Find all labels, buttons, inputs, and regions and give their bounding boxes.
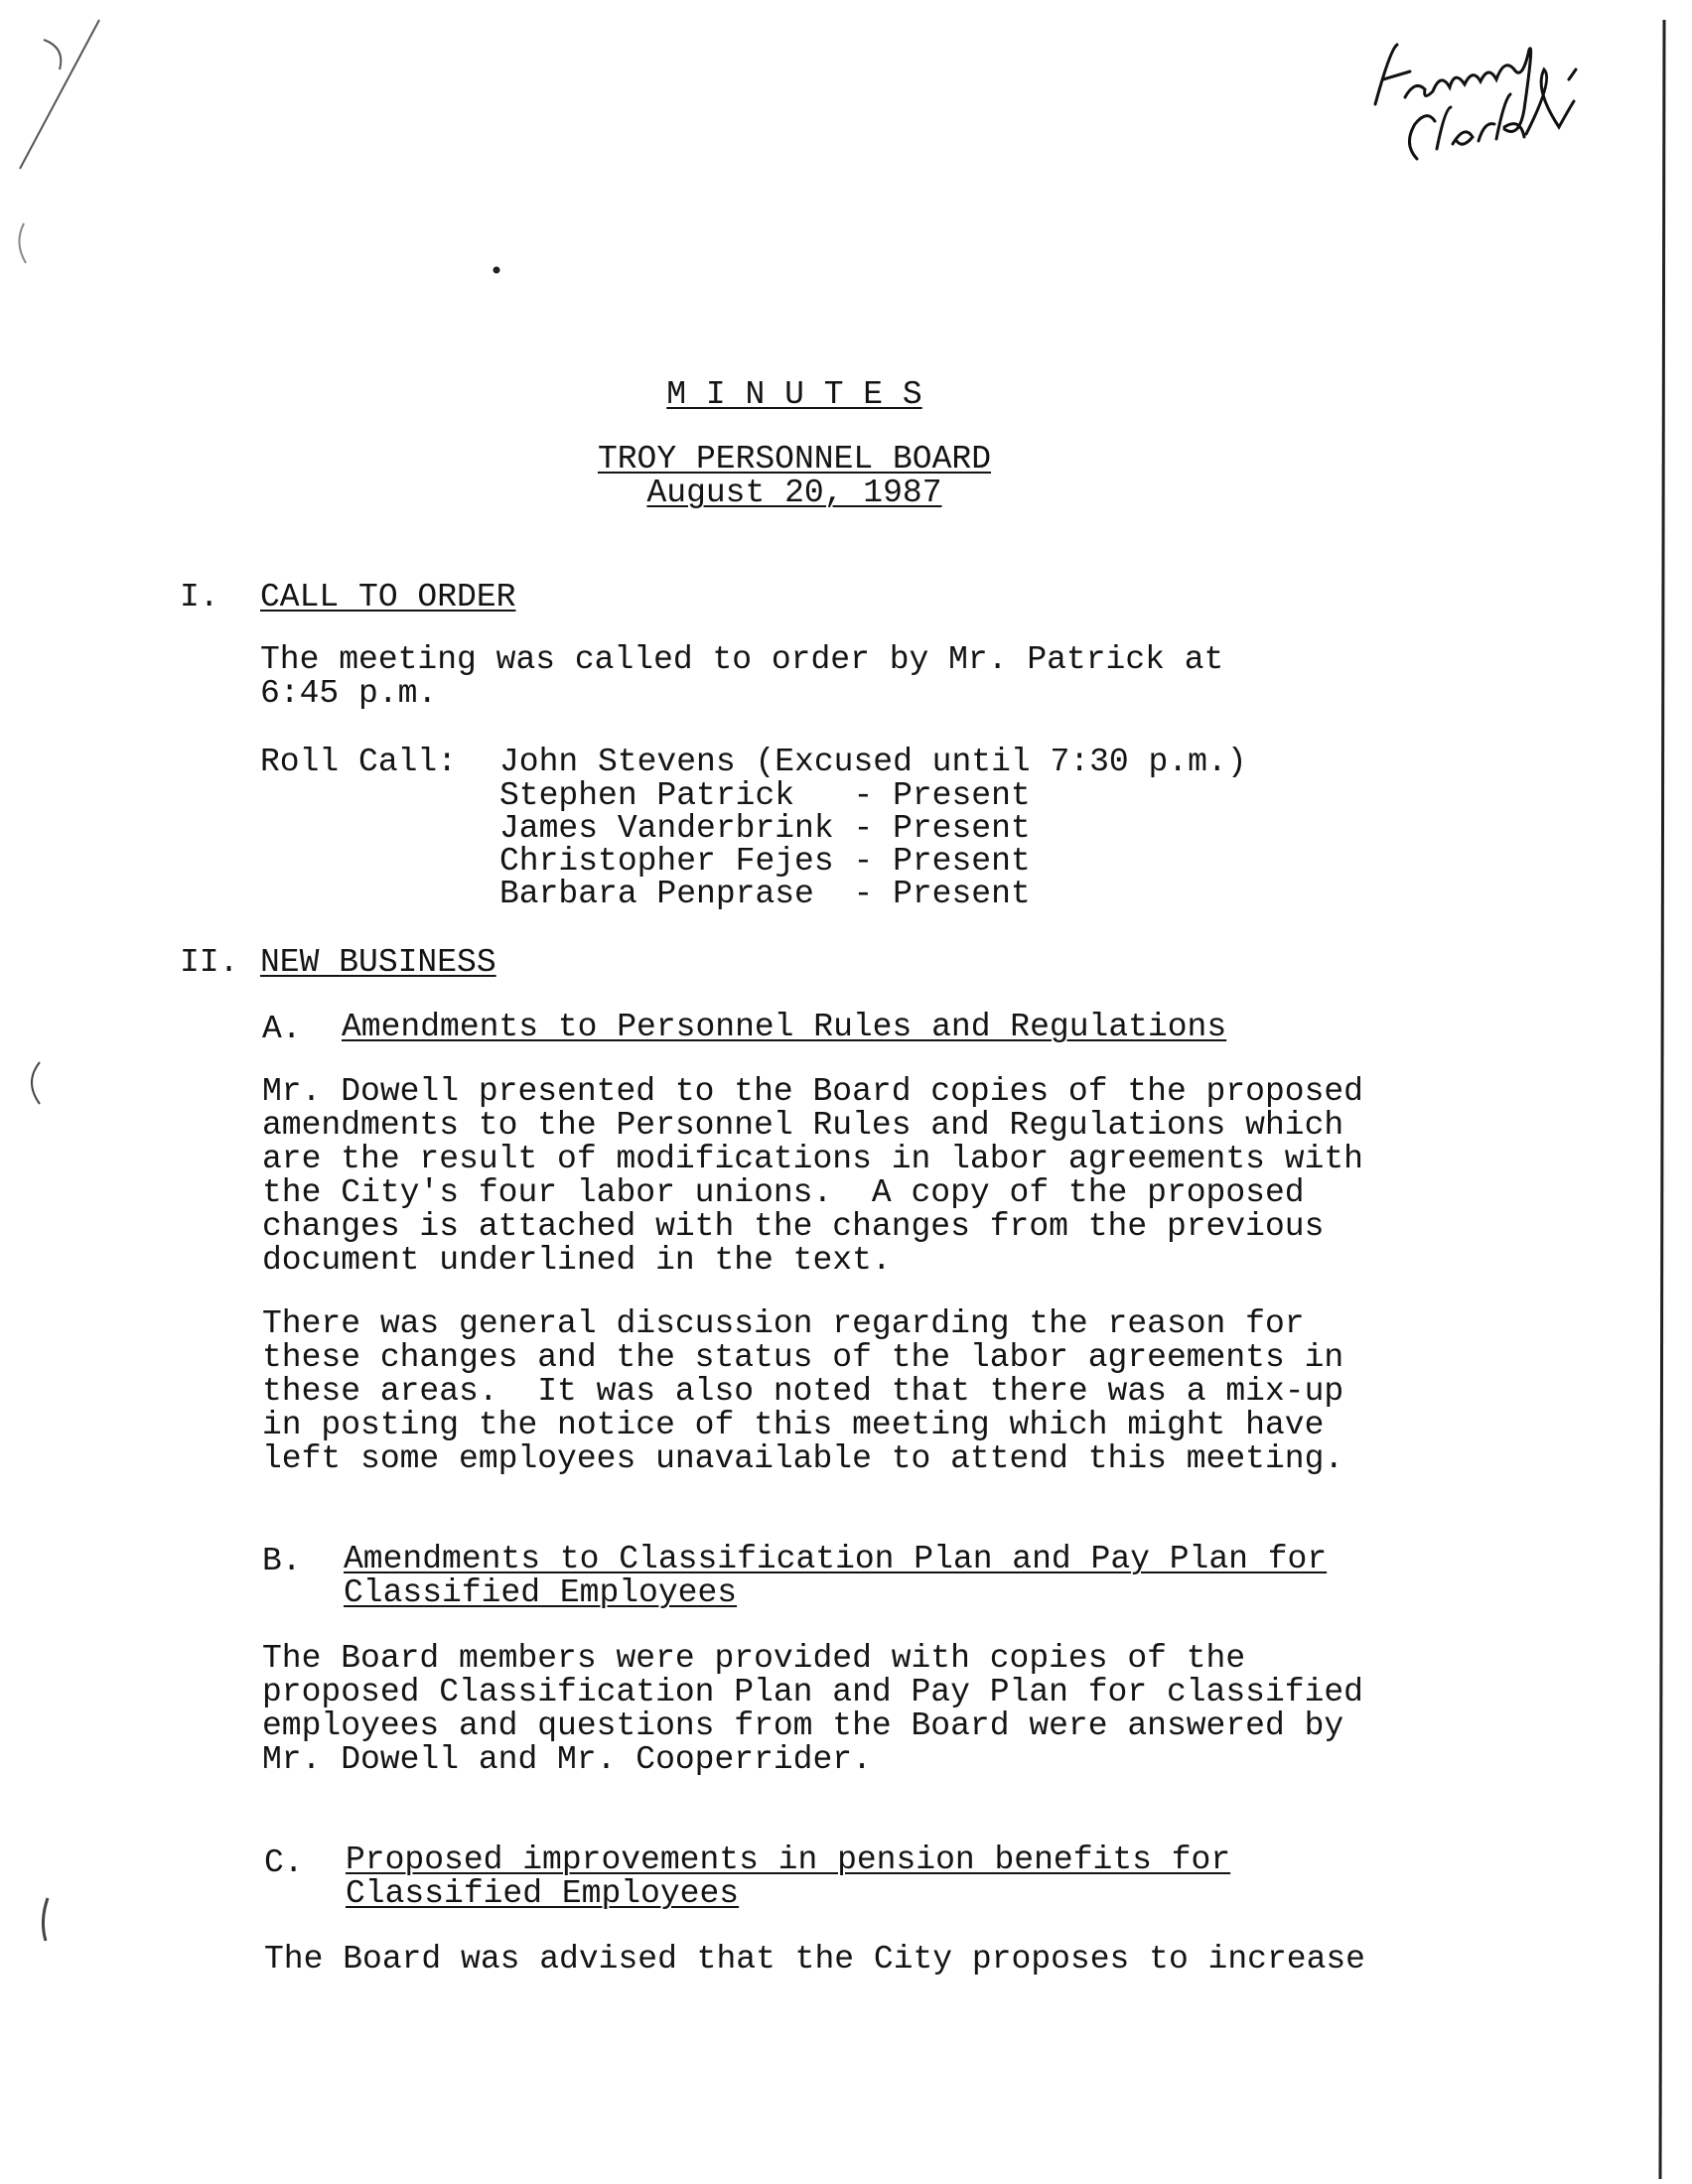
subsection-b-letter: B. — [262, 1543, 302, 1579]
subsection-c-letter: C. — [264, 1844, 304, 1881]
subsection-c-heading: Proposed improvements in pension benefits for — [346, 1842, 1231, 1878]
section-1-heading: CALL TO ORDER — [260, 579, 516, 615]
roll-call-entry: Stephen Patrick - Present — [499, 777, 1031, 814]
roll-call-label: Roll Call: — [260, 744, 458, 780]
paragraph-line: Mr. Dowell presented to the Board copies of the proposed — [262, 1073, 1363, 1110]
section-2-heading: NEW BUSINESS — [260, 944, 496, 981]
paragraph-line: these changes and the status of the labor agreements in — [262, 1339, 1344, 1376]
subsection-a-letter: A. — [262, 1011, 302, 1047]
handwritten-signature — [1355, 10, 1614, 179]
paragraph-line: The Board members were provided with copies of the — [262, 1640, 1246, 1677]
paragraph-line: are the result of modifications in labor agreements with — [262, 1141, 1363, 1177]
subsection-b-heading: Classified Employees — [344, 1574, 738, 1611]
paragraph-line: employees and questions from the Board were answered by — [262, 1707, 1344, 1744]
paragraph-line: in posting the notice of this meeting which might have — [262, 1407, 1325, 1443]
meeting-date: August 20, 1987 — [646, 475, 942, 511]
section-1-text-line: The meeting was called to order by Mr. Patrick at — [260, 641, 1224, 678]
roll-call-entry: Christopher Fejes - Present — [499, 843, 1031, 880]
paragraph-line: the City's four labor unions. A copy of the proposed — [262, 1174, 1305, 1211]
section-2-numeral: II. — [180, 944, 239, 981]
section-1-numeral: I. — [180, 579, 219, 615]
subsection-c-heading: Classified Employees — [346, 1875, 740, 1912]
paragraph-line: Mr. Dowell and Mr. Cooperrider. — [262, 1741, 872, 1778]
roll-call-entry: John Stevens (Excused until 7:30 p.m.) — [499, 744, 1247, 780]
section-1-text-line: 6:45 p.m. — [260, 675, 438, 712]
roll-call-entry: Barbara Penprase - Present — [499, 876, 1031, 912]
paragraph-line: proposed Classification Plan and Pay Plan for classified — [262, 1674, 1363, 1710]
document-title: M I N U T E S — [666, 376, 922, 413]
paragraph-line: changes is attached with the changes from the previous — [262, 1208, 1325, 1245]
paragraph-line: document underlined in the text. — [262, 1242, 892, 1279]
subsection-a-heading: Amendments to Personnel Rules and Regulations — [342, 1009, 1227, 1045]
roll-call-entry: James Vanderbrink - Present — [499, 810, 1031, 847]
board-name: TROY PERSONNEL BOARD — [597, 441, 992, 478]
paragraph-line: left some employees unavailable to attend this meeting. — [262, 1440, 1344, 1477]
paragraph-line: amendments to the Personnel Rules and Regulations which — [262, 1107, 1344, 1144]
paragraph-line: The Board was advised that the City proposes to increase — [264, 1941, 1365, 1978]
paragraph-line: There was general discussion regarding the reason for — [262, 1305, 1305, 1342]
paragraph-line: these areas. It was also noted that there was a mix-up — [262, 1373, 1344, 1410]
subsection-b-heading: Amendments to Classification Plan and Pay Plan for — [344, 1541, 1328, 1577]
